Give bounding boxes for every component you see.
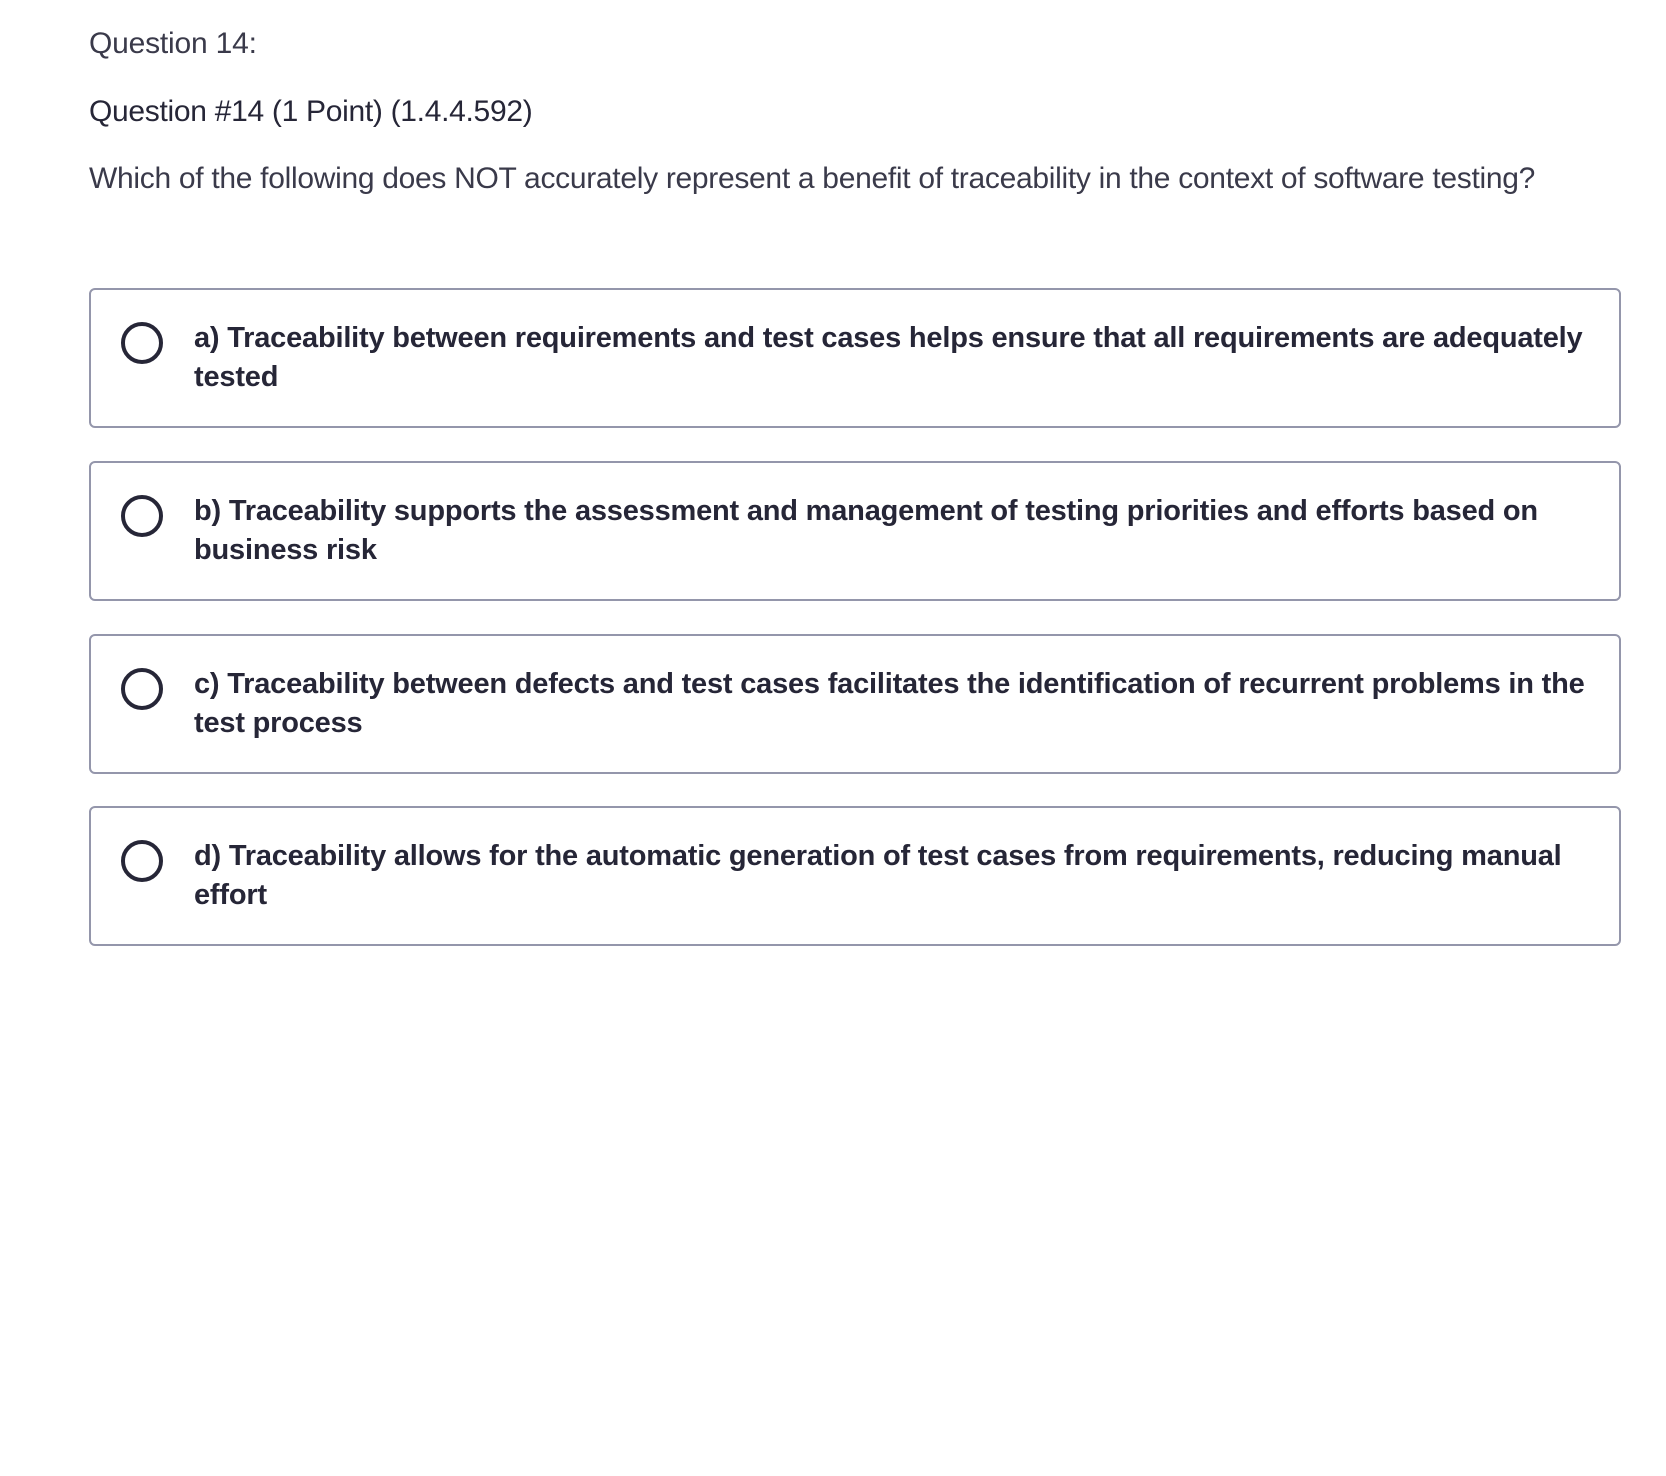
question-text: Which of the following does NOT accurately represent a benefit of traceability in the context of software testing? — [89, 162, 1536, 195]
radio-unchecked-icon[interactable] — [121, 668, 163, 710]
option-b[interactable] — [89, 461, 1621, 601]
radio-unchecked-icon[interactable] — [121, 495, 163, 537]
option-label: a) Traceability between requirements and test cases helps ensure that all requirements are adequately tested — [194, 322, 1583, 393]
option-label: d) Traceability allows for the automatic generation of test cases from requirements, reducing manual effort — [194, 840, 1562, 911]
radio-unchecked-icon[interactable] — [121, 840, 163, 882]
option-label: c) Traceability between defects and test cases facilitates the identification of recurrent problems in the test process — [194, 668, 1585, 739]
option-d[interactable] — [89, 806, 1621, 946]
option-c[interactable] — [89, 634, 1621, 774]
option-a[interactable] — [89, 288, 1621, 428]
option-label: b) Traceability supports the assessment and management of testing priorities and efforts based on business risk — [194, 495, 1538, 566]
question-meta: Question #14 (1 Point) (1.4.4.592) — [89, 95, 533, 128]
question-heading: Question 14: — [89, 27, 257, 60]
radio-unchecked-icon[interactable] — [121, 322, 163, 364]
